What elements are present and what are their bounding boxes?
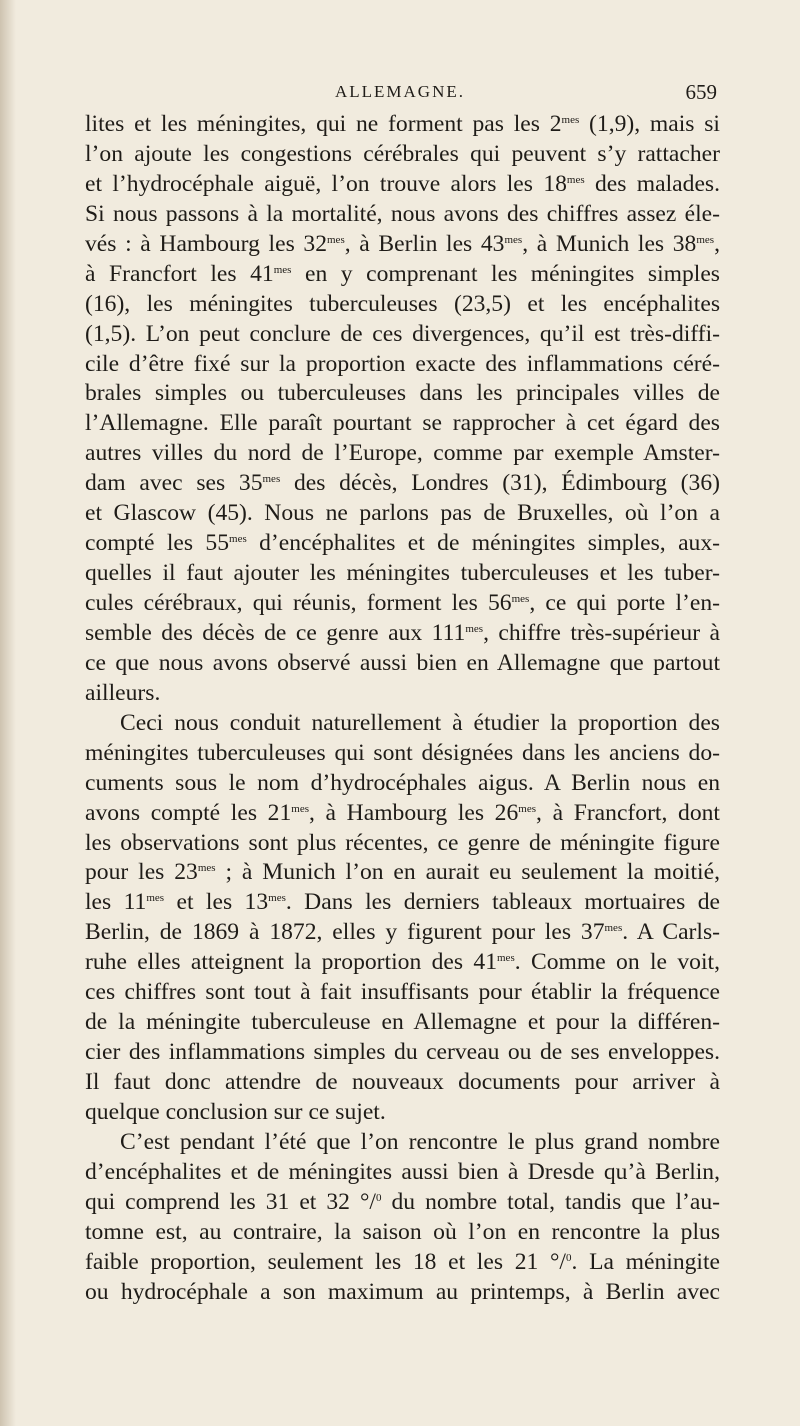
text-segment: semble des décès de ce genre aux 111 [85, 619, 466, 646]
superscript: mes [561, 114, 580, 126]
superscript: mes [511, 593, 530, 605]
text-segment: (16), les méningites tuberculeuses (23,5) et les encéphalites [85, 290, 720, 317]
text-segment: Ceci nous conduit naturellement à étudier la proportion des [120, 709, 720, 736]
text-line [85, 739, 720, 769]
text-segment: ; à Munich l’on en aurait eu seulement la moitié, [215, 859, 720, 886]
text-segment: pour les 23 [85, 859, 198, 886]
superscript: mes [566, 173, 585, 186]
page-header [0, 82, 800, 112]
text-line [85, 1098, 720, 1128]
text-segment: d’encéphalites et de méningites simples, aux- [246, 530, 721, 557]
text-line [85, 799, 720, 829]
text-segment: cile d’être fixé sur la proportion exacte des inflammations céré- [85, 350, 720, 377]
text-line [85, 110, 720, 140]
text-segment: Berlin, de 1869 à 1872, elles y figurent pour les 37 [85, 919, 605, 946]
superscript: mes [146, 892, 165, 905]
text-line [85, 140, 720, 170]
text-line [85, 1188, 720, 1218]
text-segment: , à Munich les 38 [522, 230, 697, 257]
text-segment: du nombre total, tandis que l’au- [381, 1188, 720, 1215]
text-line [85, 320, 720, 350]
text-segment: (1,9), mais si [579, 111, 720, 137]
text-line [85, 948, 720, 978]
text-line [85, 649, 720, 679]
superscript: mes [504, 233, 523, 246]
text-line [85, 1278, 720, 1308]
superscript: mes [497, 952, 515, 965]
superscript: mes [273, 263, 292, 276]
text-line [85, 379, 720, 409]
text-line [85, 1008, 720, 1038]
text-segment: et les 13 [164, 889, 269, 916]
text-line [85, 619, 720, 649]
text-segment: Si nous passons à la mortalité, nous avons des chiffres assez éle- [85, 200, 720, 227]
page-gutter-shadow [0, 0, 16, 1426]
text-line [85, 260, 720, 290]
text-segment: lites et les méningites, qui ne forment pas les 2 [85, 111, 562, 137]
text-line [85, 918, 720, 948]
text-line [85, 1158, 720, 1188]
text-segment: dam avec ses 35 [85, 470, 263, 497]
text-segment: . La méningite [571, 1248, 720, 1275]
text-segment: méningites tuberculeuses qui sont désignées dans les anciens do- [85, 739, 720, 766]
text-line [85, 230, 720, 260]
text-line [85, 350, 720, 380]
superscript: mes [518, 802, 537, 815]
text-segment: d’encéphalites et de méningites aussi bien à Dresde qu’à Berlin, [85, 1158, 720, 1185]
text-line [85, 1068, 720, 1098]
text-line [85, 679, 720, 709]
superscript: mes [197, 862, 216, 875]
text-segment: ce que nous avons observé aussi bien en Allemagne que partout [85, 649, 720, 676]
text-segment: quelles il faut ajouter les méningites tuberculeuses et les tuber- [85, 560, 720, 587]
text-segment: des décès, Londres (31), Édimbourg (36) [280, 470, 720, 497]
superscript: 0 [565, 1251, 572, 1264]
text-line [85, 170, 720, 200]
superscript: mes [696, 233, 715, 246]
text-line [85, 769, 720, 799]
text-segment: ruhe elles atteignent la proportion des 41 [85, 949, 497, 976]
running-head: ALLEMAGNE. [334, 82, 465, 101]
text-segment: ailleurs. [85, 679, 161, 706]
text-segment: ces chiffres sont tout à fait insuffisants pour établir la fréquence [85, 979, 720, 1006]
superscript: mes [268, 892, 286, 905]
text-segment: des malades. [584, 170, 721, 197]
superscript: mes [327, 233, 345, 246]
text-segment: cules cérébraux, qui réunis, forment les 56 [85, 590, 512, 616]
text-segment: l’on ajoute les congestions cérébrales qui peuvent s’y rattacher [85, 140, 720, 167]
text-line [85, 888, 720, 918]
text-line [85, 559, 720, 589]
text-segment: cuments sous le nom d’hydrocéphales aigus. A Berlin nous en [85, 769, 720, 796]
text-segment: compté les 55 [85, 530, 230, 557]
page-number: 659 [685, 80, 717, 104]
text-line [85, 1038, 720, 1068]
text-segment: qui comprend les 31 et 32 °/ [85, 1188, 376, 1215]
text-segment: ou hydrocéphale a son maximum au printemps, à Berlin avec [85, 1278, 720, 1305]
text-line [85, 589, 720, 619]
superscript: mes [465, 622, 484, 635]
text-segment: et Glascow (45). Nous ne parlons pas de Bruxelles, où l’on a [85, 500, 720, 527]
text-segment: de la méningite tuberculeuse en Allemagne et pour la différen- [85, 1009, 720, 1036]
text-segment: , à Hambourg les 26 [309, 799, 519, 826]
text-segment: l’Allemagne. Elle paraît pourtant se rapprocher à cet égard des [85, 410, 720, 437]
text-segment: autres villes du nord de l’Europe, comme par exemple Amster- [85, 440, 720, 467]
text-segment: . Dans les derniers tableaux mortuaires de [285, 889, 720, 916]
text-segment: , ce qui porte l’en- [529, 590, 720, 616]
text-line [85, 200, 720, 230]
superscript: mes [229, 533, 247, 546]
text-segment: (1,5). L’on peut conclure de ces divergences, qu’il est très-diffi- [85, 320, 720, 347]
text-segment: C’est pendant l’été que l’on rencontre le plus grand nombre [120, 1128, 720, 1155]
text-segment: quelque conclusion sur ce sujet. [85, 1098, 386, 1125]
text-segment: cier des inflammations simples du cerveau ou de ses enveloppes. [85, 1039, 720, 1066]
text-line [85, 978, 720, 1008]
text-line [85, 499, 720, 529]
superscript: mes [291, 802, 309, 815]
text-segment: , chiffre très-supérieur à [483, 619, 721, 646]
text-segment: les observations sont plus récentes, ce genre de méningite figure [85, 829, 720, 856]
text-line [85, 858, 720, 888]
text-segment: à Francfort les 41 [85, 260, 274, 287]
text-line [85, 1128, 720, 1158]
text-line [85, 709, 720, 739]
text-segment: , à Berlin les 43 [344, 230, 505, 257]
text-segment: les 11 [85, 889, 147, 916]
text-segment: en y comprenant les méningites simples [291, 260, 720, 287]
superscript: mes [604, 922, 623, 935]
superscript: 0 [375, 1191, 382, 1204]
text-segment: . A Carls- [622, 919, 720, 946]
text-segment: tomne est, au contraire, la saison où l’on en rencontre la plus [85, 1218, 720, 1245]
text-line [85, 469, 720, 499]
text-segment: avons compté les 21 [85, 799, 292, 826]
body-text [85, 110, 720, 1308]
text-line [85, 1218, 720, 1248]
text-segment: Il faut donc attendre de nouveaux documents pour arriver à [85, 1069, 720, 1095]
superscript: mes [262, 473, 281, 486]
text-segment: vés : à Hambourg les 32 [85, 230, 327, 257]
text-segment: . Comme on le voit, [514, 949, 720, 976]
text-line [85, 409, 720, 439]
text-segment: faible proportion, seulement les 18 et les 21 °/ [85, 1248, 566, 1275]
text-segment: brales simples ou tuberculeuses dans les principales villes de [85, 380, 720, 407]
text-line [85, 1248, 720, 1278]
text-line [85, 829, 720, 859]
text-line [85, 529, 720, 559]
text-line [85, 290, 720, 320]
text-segment: et l’hydrocéphale aiguë, l’on trouve alors les 18 [85, 170, 567, 197]
text-segment: , [714, 230, 720, 257]
text-segment: , à Francfort, dont [536, 799, 720, 826]
text-line [85, 439, 720, 469]
